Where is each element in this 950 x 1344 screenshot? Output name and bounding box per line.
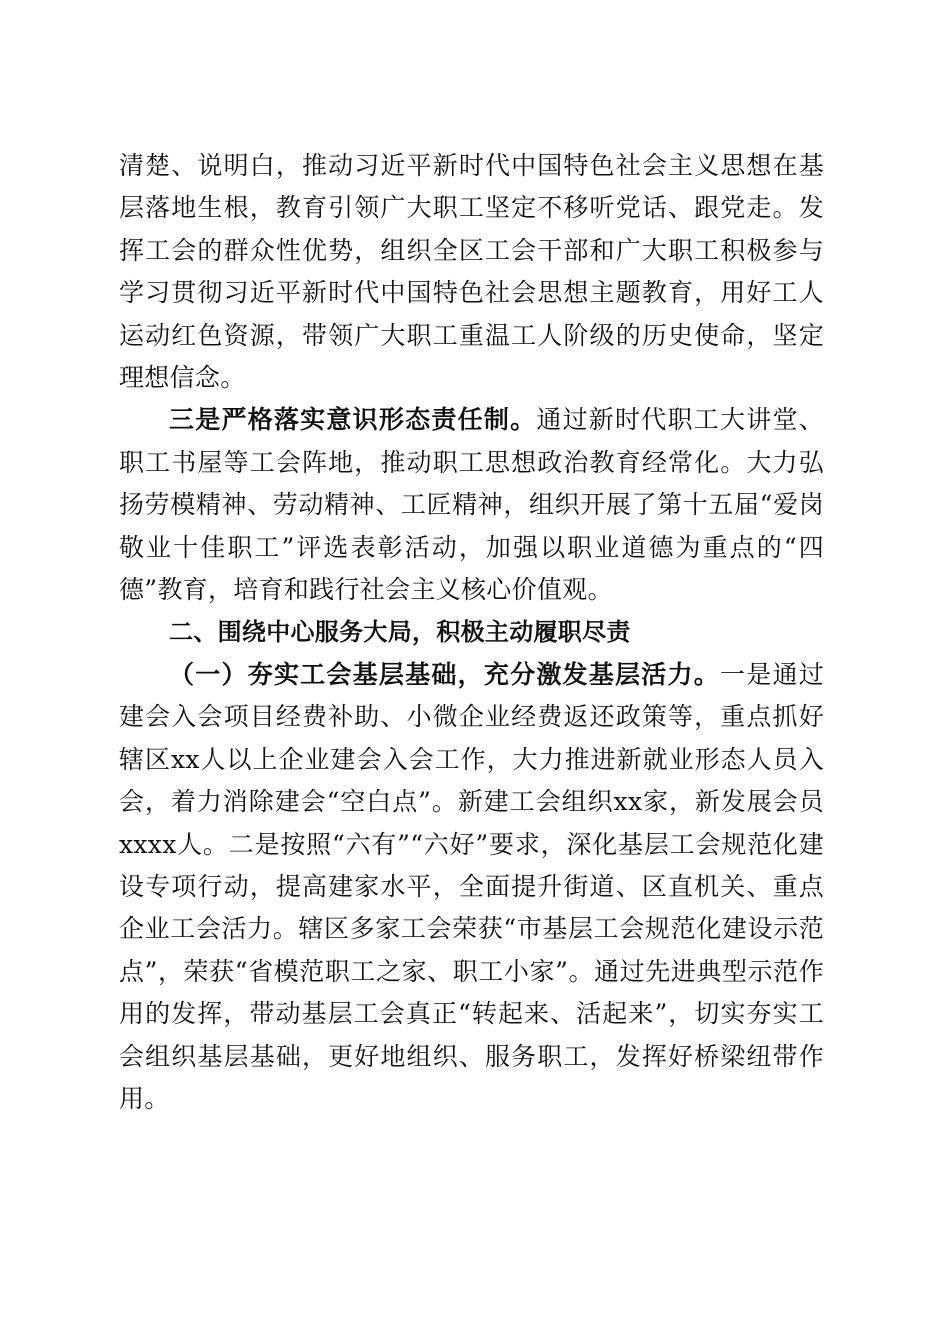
paragraph-2-body: 通过新时代职工大讲堂、职工书屋等工会阵地，推动职工思想政治教育经常化。大力弘扬劳模精神、劳动精神、工匠精神，组织开展了第十五届“爱岗敬业十佳职工”评选表彰活动，加强以职业道德为重点的“四德”教育，培育和践行社会主义核心价值观。 xyxy=(119,405,824,605)
paragraph-2 xyxy=(119,399,824,611)
paragraph-3-lead: （一）夯实工会基层基础，充分激发基层活力。 xyxy=(169,659,720,689)
section-heading-2: 二、围绕中心服务大局，积极主动履职尽责 xyxy=(169,618,631,647)
paragraph-3-body: 一是通过建会入会项目经费补助、小微企业经费返还政策等，重点抓好辖区xx人以上企业建会入会工作，大力推进新就业形态人员入会，着力消除建会“空白点”。新建工会组织xx家，新发展会员xxxx人。二是按照“六有”“六好”要求，深化基层工会规范化建设专项行动，提高建家水平，全面提升街道、区直机关、重点企业工会活力。辖区多家工会荣获“市基层工会规范化建设示范点”，荣获“省模范职工之家、职工小家”。通过先进典型示范作用的发挥，带动基层工会真正“转起来、活起来”，切实夯实工会组织基层基础，更好地组织、服务职工，发挥好桥梁纽带作用。 xyxy=(119,659,824,1113)
paragraph-2-lead: 三是严格落实意识形态责任制。 xyxy=(169,405,537,435)
document-body xyxy=(119,145,824,1120)
paragraph-1: 清楚、说明白，推动习近平新时代中国特色社会主义思想在基层落地生根，教育引领广大职工坚定不移听党话、跟党走。发挥工会的群众性优势，组织全区工会干部和广大职工积极参与学习贯彻习近平新时代中国特色社会思想主题教育，用好工人运动红色资源，带领广大职工重温工人阶级的历史使命，坚定理想信念。 xyxy=(119,151,824,393)
paragraph-3 xyxy=(119,654,824,1120)
